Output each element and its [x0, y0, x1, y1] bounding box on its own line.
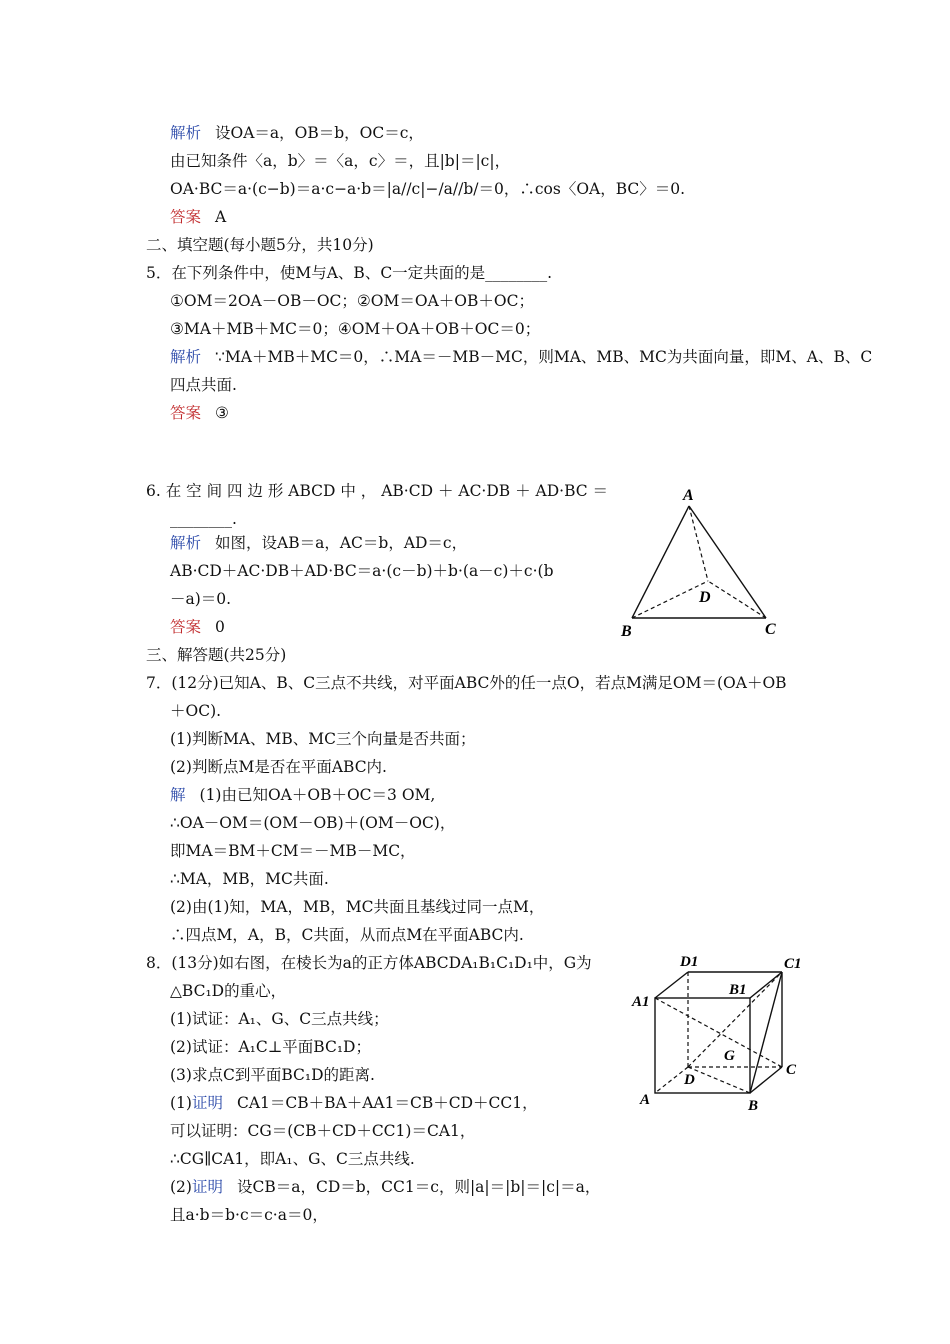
answer-label: 答案: [170, 618, 202, 636]
q8-part-3: (3)求点C到平面BC₁D的距离.: [170, 1066, 375, 1084]
q8-stem: 8．(13分)如右图，在棱长为a的正方体ABCDA₁B₁C₁D₁中，G为: [146, 954, 592, 972]
cube-d-label: D: [684, 1072, 695, 1088]
q6-analysis-3: －a)＝0.: [170, 590, 232, 608]
q7-stem-cont: ＋OC).: [170, 702, 222, 720]
analysis-label: 解析: [170, 124, 202, 142]
q5-stem: 5．在下列条件中，使M与A、B、C一定共面的是________.: [146, 264, 553, 282]
line-4: [170, 207, 226, 227]
q7-part-2: (2)判断点M是否在平面ABC内.: [170, 758, 387, 776]
section-solve: 三、解答题(共25分): [146, 646, 287, 664]
line-1-text: 设OA＝a，OB＝b，OC＝c，: [215, 124, 424, 142]
q8-proof-2-text: 设CB＝a，CD＝b，CC1＝c，则|a|＝|b|＝|c|＝a，: [236, 1178, 601, 1196]
q7-solution-3: 即MA＝BM＋CM＝－MB－MC，: [170, 842, 416, 860]
solution-label: 解: [170, 786, 186, 804]
cube-figure: [630, 952, 810, 1122]
answer-value: ③: [215, 404, 229, 422]
q7-solution-4: ∴MA，MB，MC共面.: [170, 870, 329, 888]
cube-c1-label: C1: [784, 956, 802, 972]
vertex-d-label: D: [699, 589, 711, 606]
q7-solution-2: ∴OA－OM＝(OM－OB)＋(OM－OC)，: [170, 814, 456, 832]
cube-c-label: C: [786, 1062, 797, 1078]
q7-part-1: (1)判断MA、MB、MC三个向量是否共面；: [170, 730, 476, 748]
q5-analysis-text: ∵MA＋MB＋MC＝0，∴MA＝－MB－MC，则MA、MB、MC为共面向量，即M、A、B、C: [215, 348, 873, 366]
answer-label: 答案: [170, 404, 202, 422]
tetrahedron-figure: [615, 482, 805, 642]
q7-solution: [170, 785, 435, 805]
vertex-c-label: C: [765, 621, 776, 638]
answer-label: 答案: [170, 208, 202, 226]
q8-proof-2-2: 且a·b＝b·c＝c·a＝0，: [170, 1206, 328, 1224]
q5-options-1: ①OM＝2OA－OB－OC；②OM＝OA＋OB＋OC；: [170, 292, 534, 310]
q7-solution-6: ∴四点M，A，B，C共面，从而点M在平面ABC内.: [170, 926, 524, 944]
analysis-label: 解析: [170, 348, 202, 366]
q8-proof-1-2: 可以证明：CG＝(CB＋CD＋CC1)＝CA1，: [170, 1122, 476, 1140]
vertex-a-label: A: [683, 487, 694, 504]
section-fill-blank: 二、填空题(每小题5分，共10分): [146, 236, 374, 254]
proof-label: 证明: [191, 1178, 223, 1196]
cube-b-label: B: [748, 1098, 759, 1114]
q6-answer: [170, 617, 225, 637]
q8-proof-2: [170, 1177, 600, 1197]
cube-d1-label: D1: [680, 954, 699, 970]
cube-b1-label: B1: [729, 982, 747, 998]
line-3: OA·BC＝a·(c−b)＝a·c−a·b＝|a//c|−/a//b/＝0，∴cos〈OA，BC〉＝0.: [170, 180, 686, 198]
q8-proof-1-prefix: (1): [170, 1094, 192, 1112]
cube-g-label: G: [724, 1048, 735, 1064]
q5-analysis-cont: 四点共面.: [170, 376, 237, 394]
q8-proof-1: [170, 1093, 538, 1113]
q5-answer: [170, 403, 229, 423]
cube-a-label: A: [640, 1092, 651, 1108]
answer-value: 0: [215, 618, 225, 636]
proof-label: 证明: [191, 1094, 223, 1112]
q6-blank: ________.: [170, 510, 237, 528]
q8-proof-1-text: CA1＝CB＋BA＋AA1＝CB＋CD＋CC1，: [236, 1094, 538, 1112]
q8-proof-2-prefix: (2): [170, 1178, 192, 1196]
q6-analysis-text: 如图，设AB＝a，AC＝b，AD＝c，: [215, 534, 468, 552]
q6-analysis: [170, 533, 467, 553]
analysis-label: 解析: [170, 534, 202, 552]
q6-analysis-2: AB·CD＋AC·DB＋AD·BC＝a·(c－b)＋b·(a－c)＋c·(b: [170, 562, 554, 580]
cube-a1-label: A1: [632, 994, 650, 1010]
q7-stem: 7．(12分)已知A、B、C三点不共线，对平面ABC外的任一点O，若点M满足OM＝(OA＋OB: [146, 674, 787, 692]
answer-value: A: [215, 208, 227, 226]
q8-part-2: (2)试证：A₁C⊥平面BC₁D；: [170, 1038, 371, 1056]
q8-part-1: (1)试证：A₁、G、C三点共线；: [170, 1010, 389, 1028]
q7-solution-text: (1)由已知OA＋OB＋OC＝3 OM,: [199, 786, 436, 804]
q8-stem-cont: △BC₁D的重心，: [170, 982, 287, 1000]
line-2: 由已知条件〈a，b〉＝〈a，c〉＝，且|b|＝|c|，: [170, 152, 511, 170]
q6-stem: 6. 在 空 间 四 边 形 ABCD 中 ， AB·CD ＋ AC·DB ＋ AD·BC ＝: [146, 482, 609, 500]
q5-options-2: ③MA＋MB＋MC＝0；④OM＋OA＋OB＋OC＝0；: [170, 320, 541, 338]
line-1: [170, 123, 424, 143]
q7-solution-5: (2)由(1)知，MA，MB，MC共面且基线过同一点M，: [170, 898, 545, 916]
q5-analysis: [170, 347, 872, 367]
vertex-b-label: B: [621, 623, 632, 640]
q8-proof-1-3: ∴CG∥CA1，即A₁、G、C三点共线.: [170, 1150, 415, 1168]
